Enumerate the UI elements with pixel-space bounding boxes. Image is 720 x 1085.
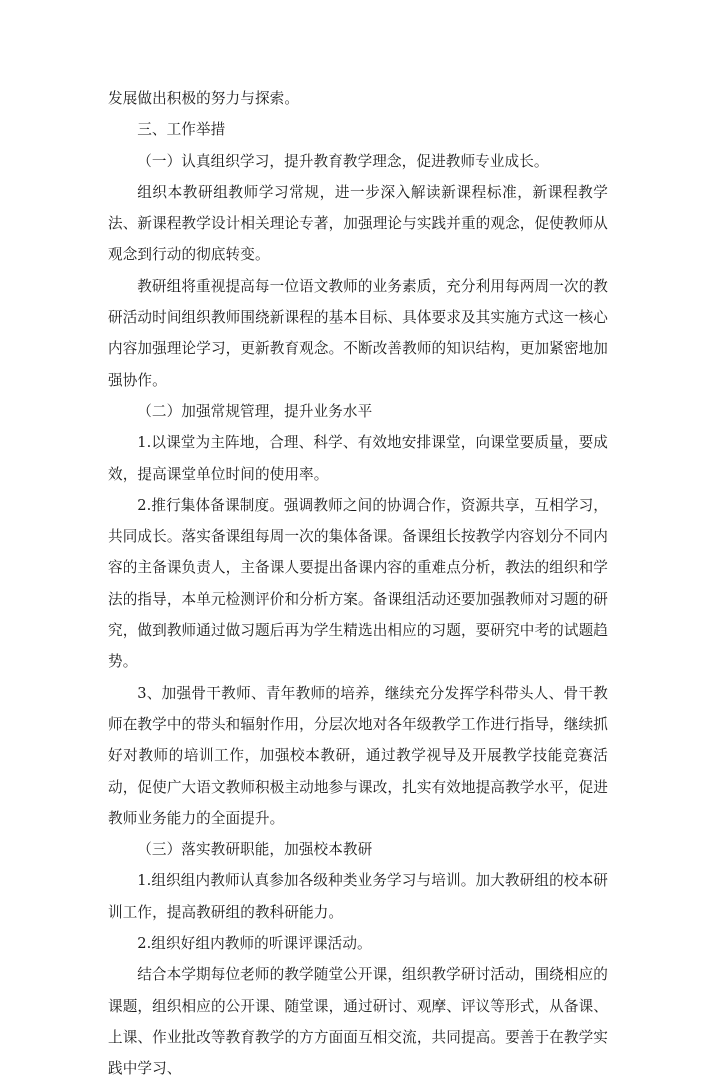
paragraph-study-routine: 组织本教研组教师学习常规，进一步深入解读新课程标准，新课程教学法、新课程教学设计相关理论专著，加强理论与实践并重的观念，促使教师从观念到行动的彻底转变。	[108, 183, 608, 264]
section-heading-work-measures: 三、工作举措	[137, 121, 226, 139]
list-item-classroom: 1.以课堂为主阵地，合理、科学、有效地安排课堂，向课堂要质量，要成效，提高课堂单位时间的使用率。	[108, 434, 608, 483]
list-item-backbone-teachers: 3、加强骨干教师、青年教师的培养，继续充分发挥学科带头人、骨干教师在教学中的带头和辐射作用，分层次地对各年级教学工作进行指导，继续抓好对教师的培训工作，加强校本教研，通过教学视导及开展教学技能竞赛活动，促使广大语文教师积极主动地参与课改，扎实有效地提高教学水平，促进教师业务能力的全面提升。	[108, 684, 608, 827]
paragraph-teacher-quality: 教研组将重视提高每一位语文教师的业务素质，充分利用每两周一次的教研活动时间组织教师围绕新课程的基本目标、具体要求及其实施方式这一核心内容加强理论学习，更新教育观念。不断改善教师的知识结构，更加紧密地加强协作。	[108, 277, 608, 389]
list-item-training: 1.组织组内教师认真参加各级种类业务学习与培训。加大教研组的校本研训工作，提高教研组的教科研能力。	[108, 872, 608, 921]
subheading-school-research: （三）落实教研职能，加强校本教研	[137, 841, 373, 859]
subheading-routine-management: （二）加强常规管理，提升业务水平	[137, 402, 373, 420]
list-item-collective-lesson-prep: 2.推行集体备课制度。强调教师之间的协调合作，资源共享，互相学习，共同成长。落实备课组每周一次的集体备课。备课组长按教学内容划分不同内容的主备课负责人，主备课人要提出备课内容的重难点分析，教法的组织和学法的指导，本单元检测评价和分析方案。备课组活动还要加强教师对习题的研究，做到教师通过做习题后再为学生精选出相应的习题，要研究中考的试题趋势。	[108, 496, 608, 671]
paragraph-open-class: 结合本学期每位老师的教学随堂公开课，组织教学研讨活动，围绕相应的课题，组织相应的公开课、随堂课，通过研讨、观摩、评议等形式，从备课、上课、作业批改等教育教学的方方面面互相交流，共同提高。要善于在教学实践中学习、	[108, 966, 608, 1078]
subheading-organize-learning: （一）认真组织学习，提升教育教学理念，促进教师专业成长。	[137, 152, 549, 170]
document-page	[108, 83, 608, 1085]
paragraph-continuation: 发展做出积极的努力与探索。	[108, 90, 300, 107]
list-item-lesson-observation: 2.组织好组内教师的听课评课活动。	[137, 935, 372, 953]
